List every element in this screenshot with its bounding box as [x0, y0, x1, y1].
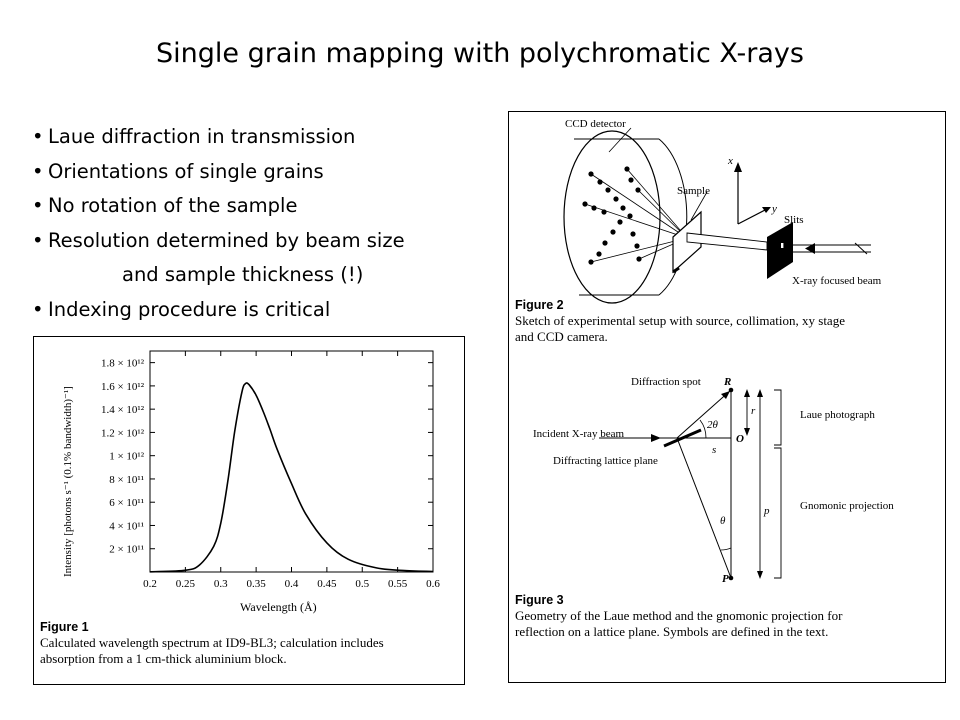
bullet-dot-icon: •	[32, 228, 44, 252]
label-lattice-plane: Diffracting lattice plane	[553, 455, 658, 467]
bullet-dot-icon: •	[32, 194, 44, 217]
x-tick-label: 0.2	[143, 578, 157, 590]
bullet-item: • No rotation of the sample	[32, 189, 502, 224]
figure-1-label: Figure 1	[40, 620, 89, 634]
label-sample: Sample	[677, 185, 710, 197]
bullet-dot-icon: •	[32, 125, 44, 148]
p-arrow-bottom-icon	[757, 571, 763, 579]
label-laue-photograph: Laue photograph	[800, 409, 875, 421]
x-tick-label: 0.4	[284, 578, 299, 590]
x-axis-label: Wavelength (Å)	[240, 600, 317, 614]
spectrum-line	[150, 383, 433, 572]
diffracted-ray	[677, 390, 731, 438]
y-axis-label: Intensity [photons s⁻¹ (0.1% bandwidth)⁻¹]	[62, 386, 74, 577]
label-axis-x: x	[728, 155, 733, 167]
figure-2-caption-line-1: Sketch of experimental setup with source, collimation, xy stage	[515, 313, 845, 328]
y-tick-label: 1.8 × 10¹²	[100, 357, 144, 370]
figure-1-panel	[33, 336, 465, 685]
y-axis-arrow-head-icon	[762, 207, 771, 213]
bullet-continuation: and sample thickness (!)	[122, 263, 364, 286]
bullet-dot-icon: •	[32, 297, 44, 321]
slit-opening	[781, 243, 783, 248]
label-incident-beam: Incident X-ray beam	[533, 428, 625, 440]
y-tick-label: 2 × 10¹¹	[109, 543, 144, 556]
slits	[767, 222, 793, 279]
y-tick-label: 8 × 10¹¹	[109, 473, 144, 486]
plot-frame	[150, 351, 433, 572]
bullet-item: • Orientations of single grains	[32, 155, 502, 190]
y-axis-arrow	[738, 209, 767, 224]
r-arrow-top-icon	[744, 389, 750, 397]
gnomonic-bracket	[774, 448, 781, 578]
r-arrow-bottom-icon	[744, 428, 750, 436]
laue-geometry	[533, 376, 894, 585]
label-beam: X-ray focused beam	[792, 275, 882, 287]
bullet-item: • Indexing procedure is critical	[32, 293, 502, 328]
laue-bracket	[774, 390, 781, 445]
figure-3-caption-line-1: Geometry of the Laue method and the gnomonic projection for	[515, 608, 843, 623]
y-tick-label: 1.6 × 10¹²	[100, 380, 144, 393]
label-point-o: O	[736, 433, 744, 445]
bullet-list	[32, 120, 502, 327]
y-tick-label: 4 × 10¹¹	[109, 520, 144, 533]
label-ccd-detector: CCD detector	[565, 118, 626, 130]
p-arrow-top-icon	[757, 389, 763, 397]
figure-1-caption-line-2: absorption from a 1 cm-thick aluminium block.	[40, 651, 287, 666]
bullet-item: • Resolution determined by beam size	[32, 224, 502, 259]
bullet-dot-icon: •	[32, 159, 44, 183]
ccd-detector-face	[564, 131, 660, 303]
x-tick-label: 0.5	[355, 578, 370, 590]
x-ticks	[143, 351, 440, 590]
bullet-item: • Laue diffraction in transmission	[32, 120, 502, 155]
label-p: p	[764, 505, 770, 517]
laue-spots	[582, 166, 641, 264]
label-point-r: R	[724, 376, 732, 388]
label-point-p: P	[722, 573, 729, 585]
label-s: s	[712, 444, 717, 456]
point-r-marker	[729, 388, 734, 393]
plane-normal-line	[677, 438, 731, 578]
y-ticks	[101, 358, 433, 556]
setup-sketch	[564, 118, 882, 303]
label-r: r	[751, 405, 756, 417]
x-tick-label: 0.25	[175, 578, 195, 590]
label-two-theta: 2θ	[707, 419, 718, 431]
label-gnomonic: Gnomonic projection	[800, 500, 894, 512]
incident-arrow-icon	[651, 434, 661, 442]
figure-2-3-panel	[508, 111, 946, 683]
label-diffraction-spot: Diffraction spot	[631, 376, 701, 388]
x-axis-arrow-head-icon	[734, 162, 742, 172]
slide-title: Single grain mapping with polychromatic X-rays	[156, 38, 804, 69]
y-tick-label: 1.4 × 10¹²	[100, 404, 144, 417]
x-tick-label: 0.6	[426, 578, 440, 590]
figure-3-label: Figure 3	[515, 593, 564, 607]
y-tick-label: 1 × 10¹²	[109, 450, 144, 463]
label-theta: θ	[720, 515, 726, 527]
x-tick-label: 0.45	[317, 578, 337, 590]
point-p-marker	[729, 576, 734, 581]
figure-2-3-drawing	[509, 112, 945, 682]
figure-2-label: Figure 2	[515, 298, 564, 312]
two-theta-arc	[700, 420, 706, 438]
x-tick-label: 0.55	[388, 578, 408, 590]
y-tick-label: 6 × 10¹¹	[109, 497, 144, 510]
figure-3-caption-line-2: reflection on a lattice plane. Symbols are defined in the text.	[515, 624, 829, 639]
theta-arc	[721, 548, 731, 550]
y-tick-label: 1.2 × 10¹²	[100, 427, 144, 440]
figure-1-chart	[34, 337, 464, 684]
figure-2-caption-line-2: and CCD camera.	[515, 329, 608, 344]
x-tick-label: 0.3	[213, 578, 228, 590]
x-tick-label: 0.35	[246, 578, 266, 590]
figure-1-caption-line-1: Calculated wavelength spectrum at ID9-BL3; calculation includes	[40, 635, 384, 650]
label-slits: Slits	[784, 214, 804, 226]
label-axis-y: y	[772, 203, 777, 215]
